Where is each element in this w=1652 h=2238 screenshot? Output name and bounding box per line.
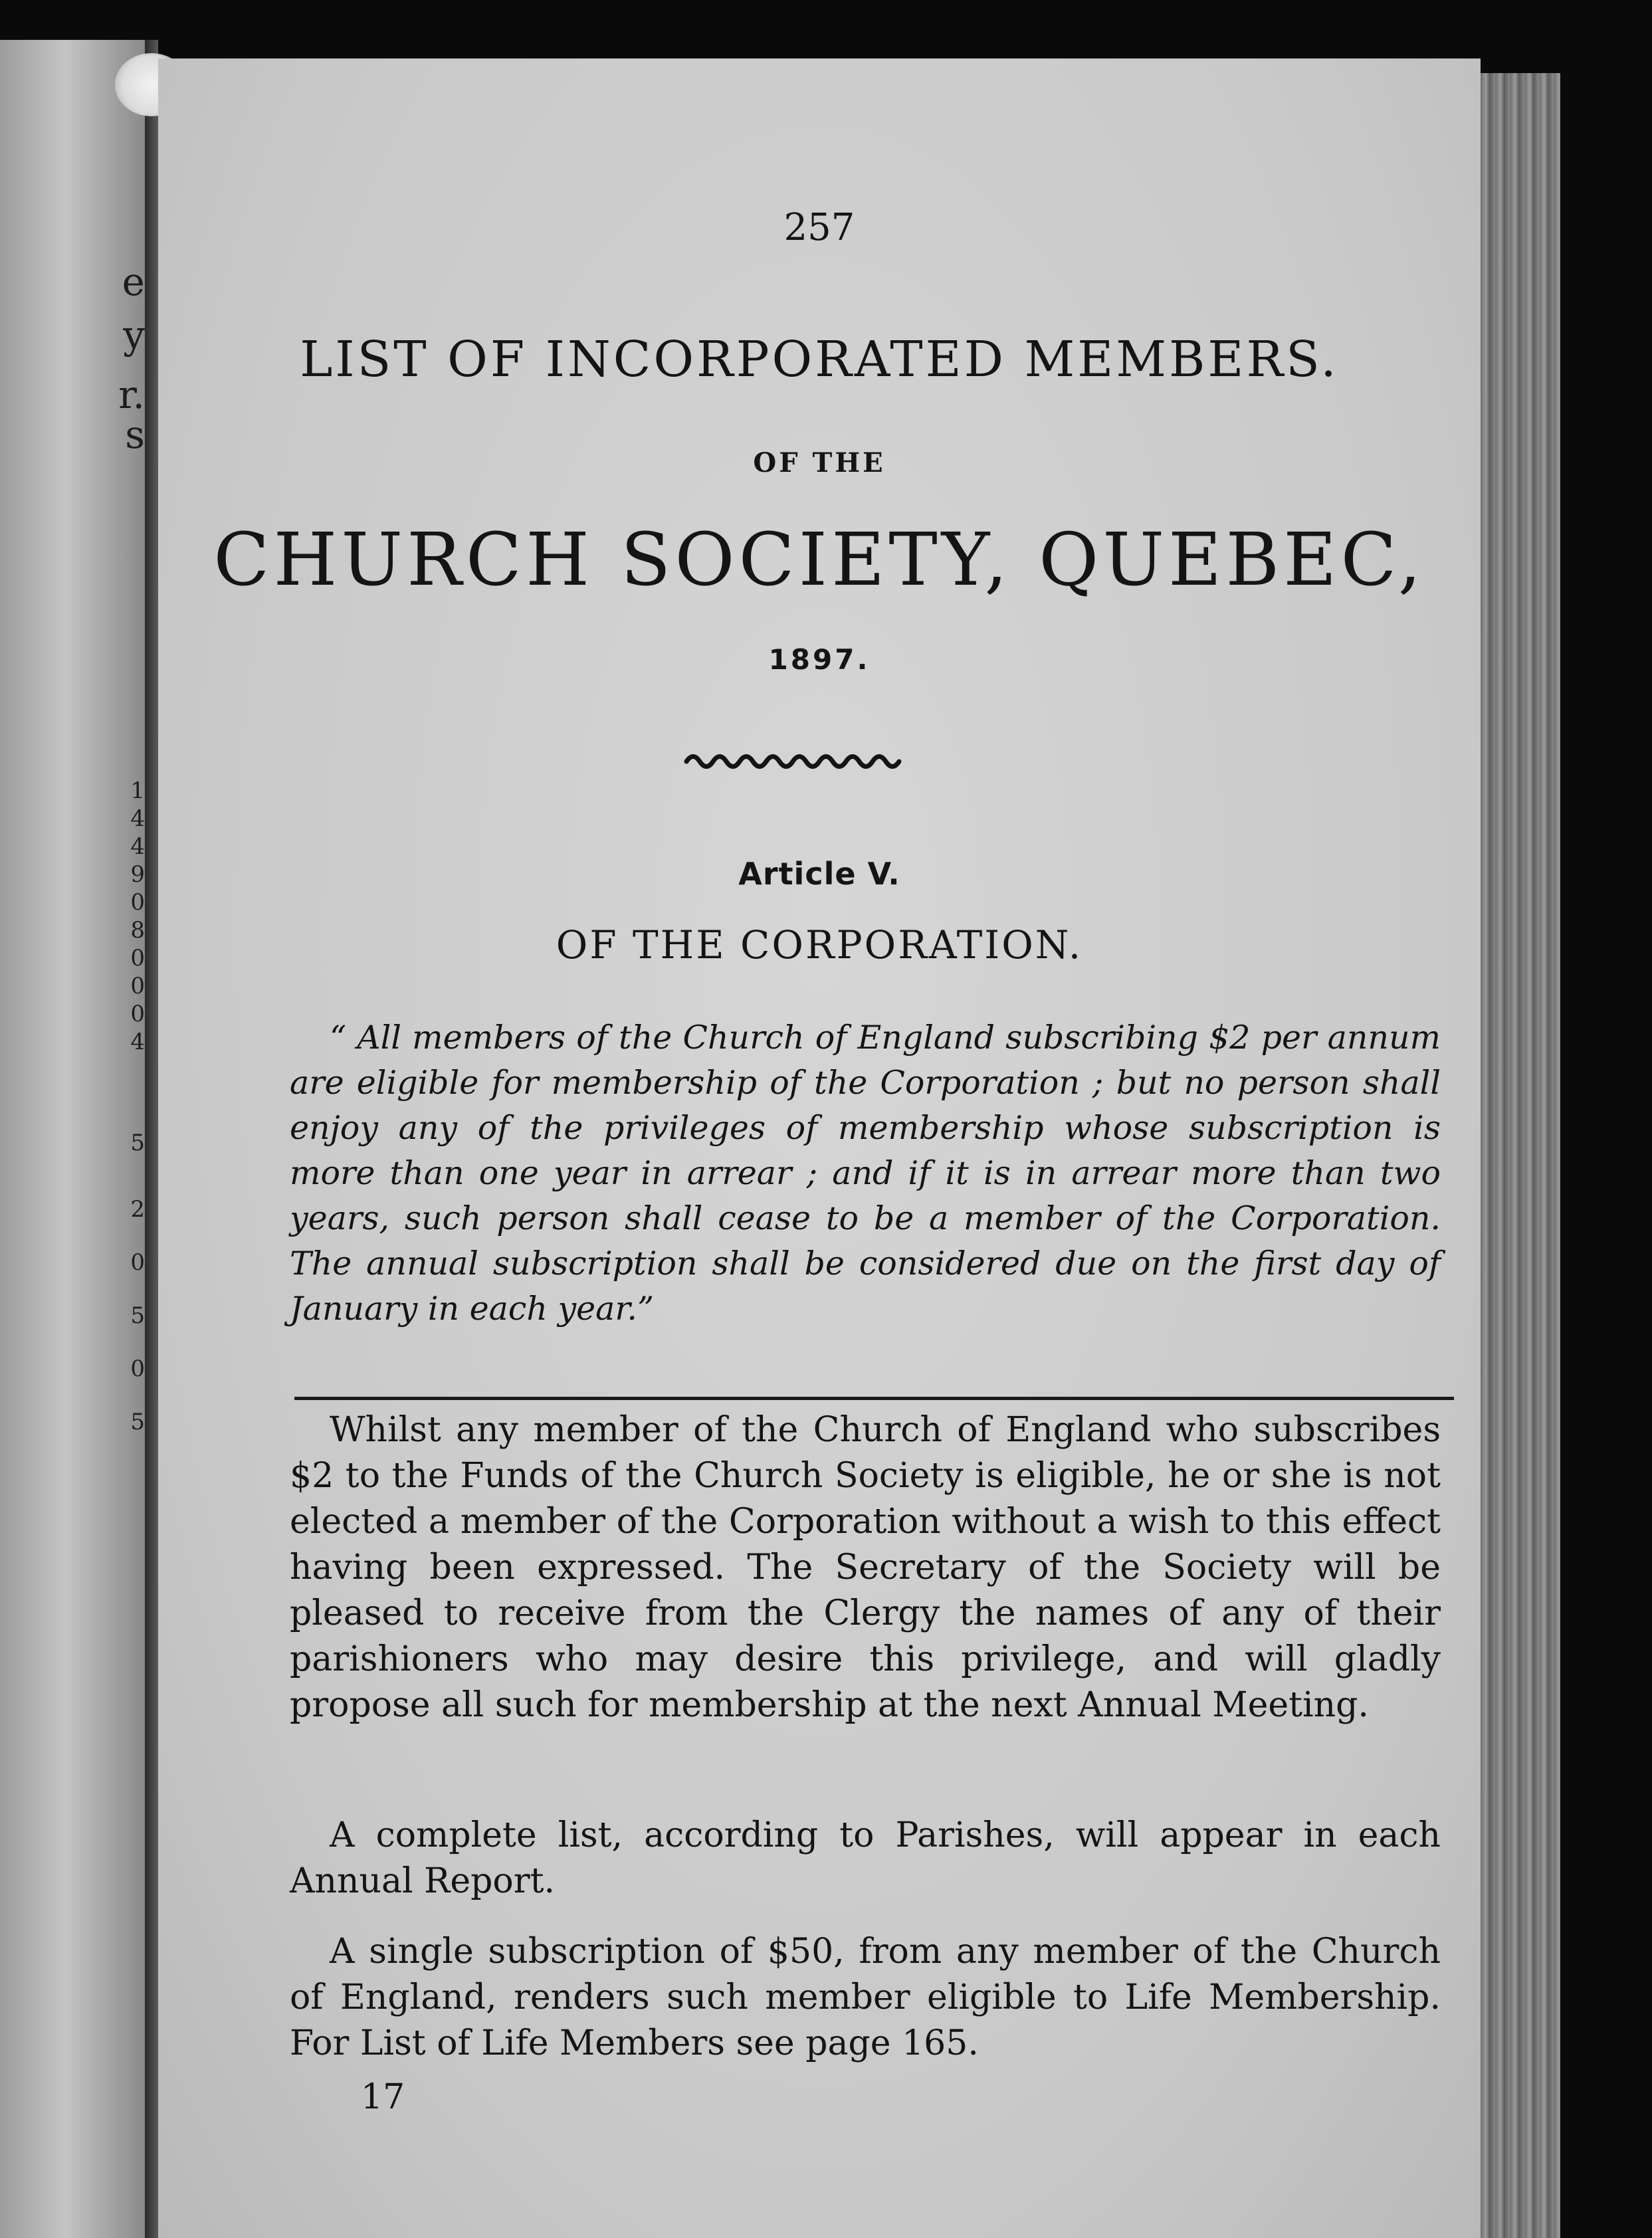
wavy-rule-ornament-icon [683, 748, 902, 775]
society-name: CHURCH SOCIETY, QUEBEC, [213, 517, 1425, 602]
prev-edge-glyph: 5 [130, 1130, 145, 1156]
book-gutter [145, 40, 158, 2238]
prev-edge-glyph: 5 [130, 1409, 145, 1435]
prev-edge-glyph: e [122, 259, 145, 304]
prev-edge-glyph: 0 [130, 1249, 145, 1276]
prev-edge-glyph: 4 [130, 833, 145, 860]
prev-edge-glyph: 4 [130, 1029, 145, 1055]
body-paragraph: A single subscription of $50, from any member of the Church of England, renders such member eligible to Life Membership. For List of Life Members see page 165. [290, 1932, 1441, 2063]
body-paragraph: A complete list, according to Parishes, will appear in each Annual Report. [290, 1815, 1441, 1901]
prev-edge-glyph: 2 [130, 1196, 145, 1223]
page-number: 257 [783, 206, 855, 249]
prev-edge-glyph: 8 [130, 917, 145, 944]
book-page [158, 58, 1481, 2238]
previous-page-edge [0, 40, 145, 2238]
prev-edge-glyph: r. [118, 372, 145, 417]
prev-edge-glyph: y [123, 312, 145, 357]
prev-edge-glyph: 5 [130, 1302, 145, 1329]
horizontal-rule [294, 1397, 1454, 1400]
prev-edge-glyph: 0 [130, 1356, 145, 1382]
prev-edge-glyph: 0 [130, 1001, 145, 1027]
prev-edge-glyph: s [125, 412, 145, 457]
article-heading: Article V. [738, 856, 900, 892]
prev-edge-glyph: 4 [130, 805, 145, 832]
signature-mark: 17 [361, 2077, 405, 2117]
page-stack-edges [1481, 73, 1560, 2238]
section-heading: OF THE CORPORATION. [556, 922, 1083, 967]
prev-edge-glyph: 9 [130, 861, 145, 888]
quoted-article-text: “ All members of the Church of England subscribing $2 per annum are eligible for membership of the Corporation ; but no person shall enjoy any of the privileges of membership whose subscription is more than one year in arrear ; and if it is in arrear more than two years, such person shall cease to be a member of the Corporation. The annual subscription shall be considered due on the first day of January in each year.” [290, 1019, 1441, 1328]
prev-edge-glyph: 1 [130, 777, 145, 804]
page-title: LIST OF INCORPORATED MEMBERS. [300, 331, 1339, 388]
prev-edge-glyph: 0 [130, 973, 145, 999]
report-year: 1897. [768, 643, 871, 676]
title-connector: OF THE [753, 447, 886, 478]
body-paragraph: Whilst any member of the Church of England who subscribes $2 to the Funds of the Church Society is eligible, he or she is not elected a member of the Corporation without a wish to this effect having been expressed. The Secretary of the Society will be pleased to receive from the Clergy the names of any of their parishioners who may desire this privilege, and will gladly propose all such for membership at the next Annual Meeting. [290, 1410, 1441, 1725]
prev-edge-glyph: 0 [130, 945, 145, 971]
prev-edge-glyph: 0 [130, 889, 145, 916]
